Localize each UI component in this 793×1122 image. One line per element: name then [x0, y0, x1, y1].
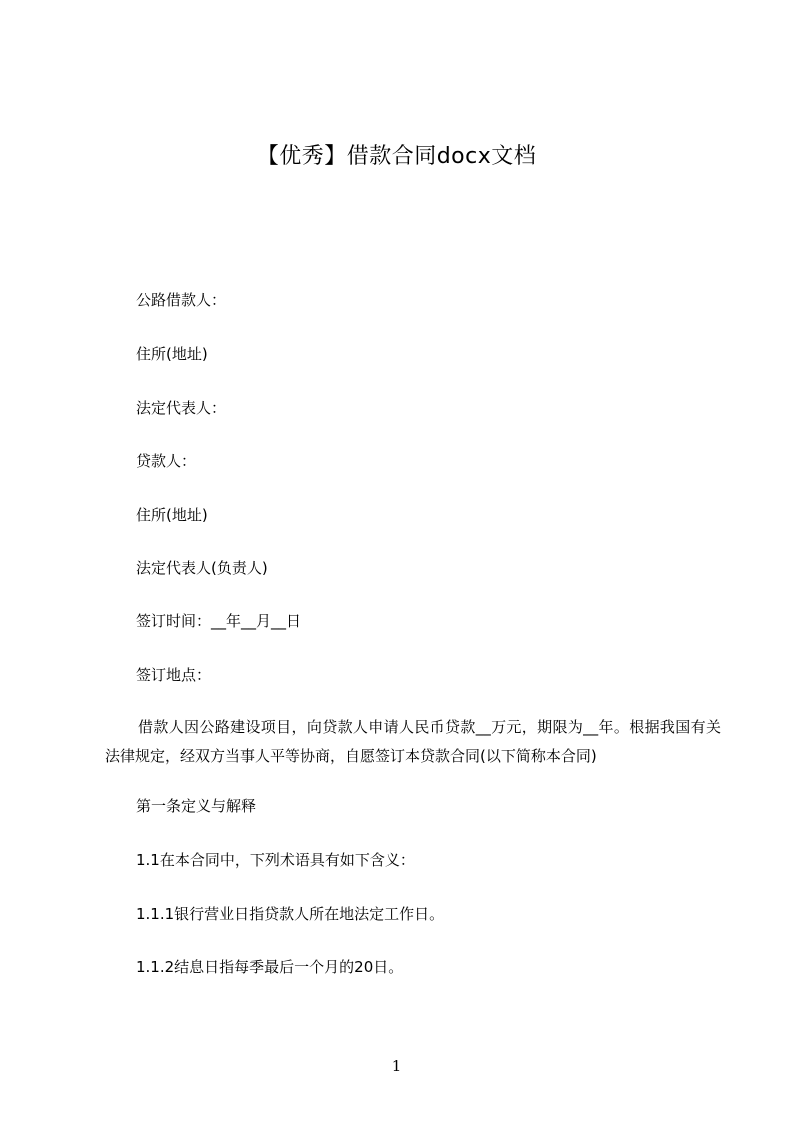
contract-preamble-paragraph: 借款人因公路建设项目，向贷款人申请人民币贷款__万元，期限为__年。根据我国有关法律规定，经双方当事人平等协商，自愿签订本贷款合同(以下简称本合同) [105, 718, 721, 765]
signing-date-label: 签订时间：__年__月__日 [136, 612, 302, 630]
borrower-label: 公路借款人： [136, 291, 227, 309]
page-number: 1 [391, 1057, 402, 1075]
article-one-heading: 第一条定义与解释 [136, 797, 257, 815]
clause-1-1-2: 1.1.2结息日指每季最后一个月的20日。 [136, 958, 404, 976]
lender-representative-label: 法定代表人(负责人) [136, 559, 268, 577]
legal-representative-label: 法定代表人： [136, 399, 227, 417]
signing-place-label: 签订地点： [136, 666, 212, 684]
clause-1-1-1: 1.1.1银行营业日指贷款人所在地法定工作日。 [136, 905, 445, 923]
borrower-address-label: 住所(地址) [136, 345, 208, 363]
lender-label: 贷款人： [136, 452, 197, 470]
document-title: 【优秀】借款合同docx文档 [256, 144, 537, 169]
clause-1-1: 1.1在本合同中，下列术语具有如下含义： [136, 851, 415, 869]
lender-address-label: 住所(地址) [136, 506, 208, 524]
